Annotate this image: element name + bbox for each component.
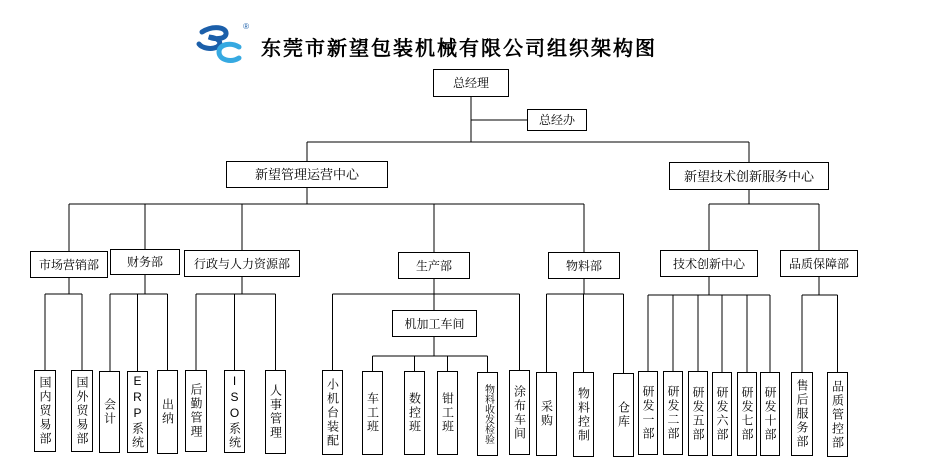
org-node-acct: 会计 [99, 371, 120, 453]
org-node-prod: 生产部 [398, 252, 470, 279]
org-node-matl: 物料部 [548, 252, 620, 279]
org-node-sasm: 小机台装配 [322, 370, 343, 455]
registered-trademark-symbol: ® [243, 22, 249, 31]
org-node-logi: 后勤管理 [185, 370, 207, 452]
org-node-gm: 总经理 [433, 69, 509, 97]
org-node-innov: 技术创新中心 [660, 250, 758, 277]
org-node-fin: 财务部 [110, 249, 180, 275]
org-node-rd1: 研发一部 [638, 371, 658, 455]
org-node-rd7: 研发七部 [737, 372, 757, 456]
org-node-cash: 出纳 [157, 370, 178, 454]
org-node-aftsv: 售后服务部 [791, 372, 813, 456]
page-title: 东莞市新望包装机械有限公司组织架构图 [261, 37, 657, 60]
org-node-rd6: 研发六部 [712, 372, 732, 456]
org-node-mctrl: 物料控制 [573, 372, 594, 457]
org-node-erp: ERP系统 [127, 371, 148, 453]
org-node-dtrade: 国内贸易部 [34, 370, 56, 452]
org-node-qctrl: 品质管控部 [827, 372, 848, 457]
org-node-wh: 仓库 [613, 373, 634, 457]
org-node-ftrade: 国外贸易部 [71, 370, 93, 452]
org-node-iso: ISO系统 [224, 370, 245, 453]
org-node-minsp: 物料收发检验 [477, 372, 498, 456]
org-node-cnc: 数控班 [404, 371, 425, 455]
org-node-mkt: 市场营销部 [30, 251, 108, 278]
company-logo-icon [193, 22, 249, 67]
org-node-coat: 涂布车间 [509, 370, 530, 455]
org-node-qa: 品质保障部 [780, 250, 858, 277]
org-node-gmo: 总经办 [527, 109, 587, 131]
org-node-bench: 钳工班 [437, 371, 458, 455]
org-node-hr: 行政与人力资源部 [184, 250, 300, 277]
org-node-tech: 新望技术创新服务中心 [669, 162, 829, 190]
org-node-rd2: 研发二部 [663, 371, 683, 455]
org-node-mach: 机加工车间 [392, 310, 477, 337]
org-node-pers: 人事管理 [265, 370, 286, 454]
org-node-rd5: 研发五部 [688, 371, 708, 456]
org-node-lathe: 车工班 [362, 371, 383, 455]
chart-header [193, 24, 657, 68]
org-node-rd10: 研发十部 [760, 372, 780, 456]
org-node-purch: 采购 [536, 372, 557, 456]
org-node-mgmt: 新望管理运营中心 [226, 161, 388, 188]
